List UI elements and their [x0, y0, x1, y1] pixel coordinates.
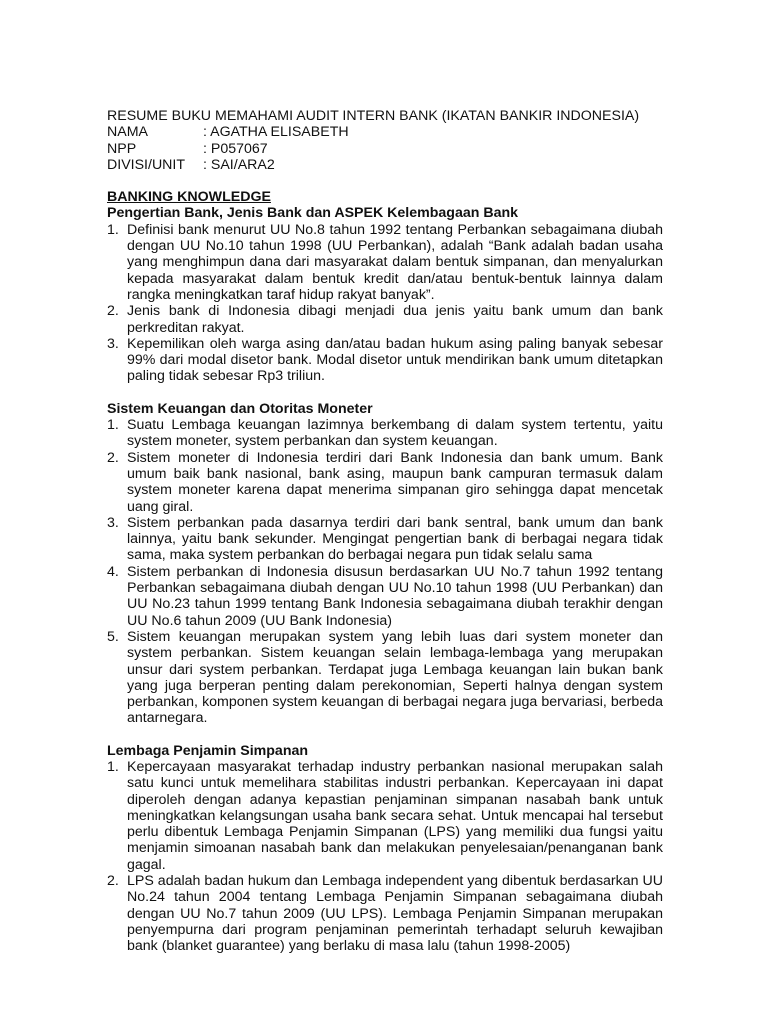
subsection-heading: Pengertian Bank, Jenis Bank dan ASPEK Kelembagaan Bank — [107, 205, 519, 222]
list-item — [107, 303, 663, 336]
item-text: Sistem moneter di Indonesia terdiri dari Bank Indonesia dan bank umum. Bank umum baik bank nasional, bank asing, maupun bank campuran termasuk dalam system moneter karena dapat menerima simpanan giro sehingga dapat mencetak uang giral. — [127, 449, 663, 515]
item-number: 2. — [107, 303, 119, 320]
section-title: BANKING KNOWLEDGE — [107, 189, 271, 206]
list-item — [107, 450, 663, 515]
item-text: Definisi bank menurut UU No.8 tahun 1992 tentang Perbankan sebagaimana diubah dengan UU No.10 tahun 1998 (UU Perbankan), adalah “Bank adalah badan usaha yang menghimpun dana dari masyarakat dalam bentuk simpanan, dan menyalurkan kepada masyarakat dalam bentuk kredit dan/atau bentuk-bentuk lainnya dalam rangka meningkatkan taraf hidup rakyat banyak”. — [127, 221, 663, 303]
list-item — [107, 629, 663, 727]
list-item — [107, 336, 663, 385]
list-item — [107, 417, 663, 450]
item-text: Sistem perbankan di Indonesia disusun berdasarkan UU No.7 tahun 1992 tentang Perbankan sebagaimana diubah dengan UU No.10 tahun 1998 (UU Perbankan) dan UU No.23 tahun 1999 tentang Bank Indonesia sebagaimana diubah terakhir dengan UU No.6 tahun 2009 (UU Bank Indonesia) — [127, 563, 663, 629]
item-number: 4. — [107, 563, 119, 580]
item-text: Jenis bank di Indonesia dibagi menjadi dua jenis yaitu bank umum dan bank perkreditan rakyat. — [127, 303, 663, 336]
header-field-division — [107, 157, 663, 173]
field-value: : AGATHA ELISABETH — [203, 124, 349, 141]
item-text: Kepercayaan masyarakat terhadap industry perbankan nasional merupakan salah satu kunci untuk memelihara stabilitas industri perbankan. Kepercayaan ini dapat diperoleh dengan adanya kepastian penjaminan simpanan nasabah bank untuk meningkatkan kelangsungan usaha bank secara sehat. Untuk mencapai hal tersebut perlu dibentuk Lembaga Penjamin Simpanan (LPS) yang memiliki dua fungsi yaitu menjamin simoanan nasabah bank dan melakukan penyelesaian/penanganan bank gagal. — [127, 758, 663, 873]
item-number: 1. — [107, 758, 119, 775]
field-value: : SAI/ARA2 — [203, 156, 275, 173]
list-item — [107, 222, 663, 303]
item-number: 3. — [107, 335, 119, 352]
item-text: LPS adalah badan hukum dan Lembaga independent yang dibentuk berdasarkan UU No.24 tahun 2004 tentang Lembaga Penjamin Simpanan sebagaimana diubah dengan UU No.7 tahun 2009 (UU LPS). Lembaga Penjamin Simpanan merupakan penyempurna dari program penjaminan pemerintah terhadapt seluruh kewajiban bank (blanket guarantee) yang berlaku di masa lalu (tahun 1998-2005) — [127, 873, 663, 955]
field-label: DIVISI/UNIT — [107, 156, 186, 173]
numbered-list — [107, 417, 663, 727]
item-number: 1. — [107, 417, 119, 434]
document-title: RESUME BUKU MEMAHAMI AUDIT INTERN BANK (IKATAN BANKIR INDONESIA) — [107, 108, 640, 124]
list-item — [107, 759, 663, 873]
numbered-list — [107, 222, 663, 385]
item-number: 5. — [107, 628, 119, 645]
field-label: NAMA — [107, 124, 148, 141]
header-field-name — [107, 124, 663, 140]
subsection-heading: Lembaga Penjamin Simpanan — [107, 742, 309, 759]
list-item — [107, 873, 663, 954]
item-text: Sistem perbankan pada dasarnya terdiri dari bank sentral, bank umum dan bank lainnya, yaitu bank sekunder. Mengingat pengertian bank di berbagai negara tidak sama, maka system perbankan do berbagai negara pun tidak selalu sama — [127, 514, 663, 564]
list-item — [107, 564, 663, 629]
item-text: Sistem keuangan merupakan system yang lebih luas dari system moneter dan system perbankan. Sistem keuangan selain lembaga-lembaga yang merupakan unsur dari system perbankan. Terdapat juga Lembaga keuangan lain bukan bank yang juga berperan penting dalam perekonomian, Seperti halnya dengan system perbankan, komponen system keuangan di berbagai negara juga bervariasi, berbeda antarnegara. — [127, 628, 663, 727]
numbered-list — [107, 759, 663, 955]
field-value: : P057067 — [203, 140, 268, 157]
item-text: Kepemilikan oleh warga asing dan/atau badan hukum asing paling banyak sebesar 99% dari modal disetor bank. Modal disetor untuk mendirikan bank umum ditetapkan paling tidak sebesar Rp3 triliun. — [127, 335, 663, 385]
header-field-npp — [107, 141, 663, 157]
field-label: NPP — [107, 140, 137, 157]
item-number: 2. — [107, 873, 119, 890]
item-text: Suatu Lembaga keuangan lazimnya berkembang di dalam system tertentu, yaitu system moneter, system perbankan dan system keuangan. — [127, 417, 663, 450]
subsection-heading: Sistem Keuangan dan Otoritas Moneter — [107, 400, 373, 417]
list-item — [107, 515, 663, 564]
item-number: 1. — [107, 221, 119, 238]
item-number: 3. — [107, 514, 119, 531]
document-page — [107, 108, 663, 955]
item-number: 2. — [107, 449, 119, 466]
